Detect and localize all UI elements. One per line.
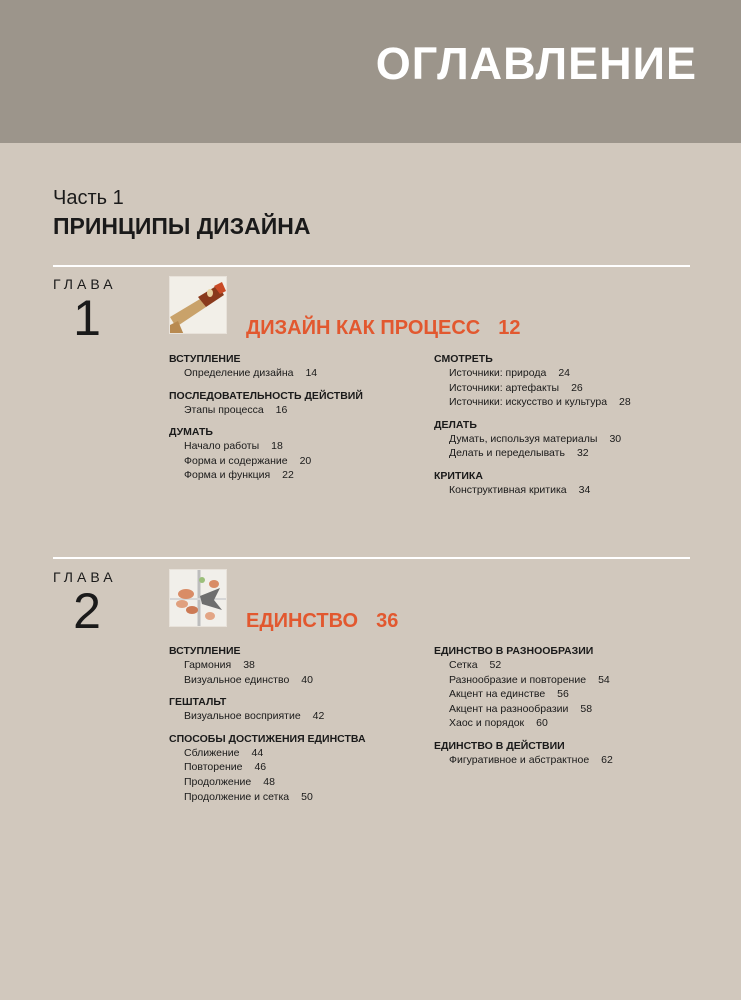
section-heading: ГЕШТАЛЬТ	[169, 696, 227, 709]
chapter-title-text: ДИЗАЙН КАК ПРОЦЕСС	[246, 317, 481, 339]
toc-entry-page: 48	[263, 775, 275, 788]
toc-entry[interactable]	[434, 446, 684, 461]
toc-entry-label: Сетка	[449, 659, 478, 671]
toc-entry-page: 58	[580, 702, 593, 715]
toc-entry-label: Фигуративное и абстрактное	[449, 753, 590, 766]
chapter-title-text: ЕДИНСТВО	[246, 610, 359, 632]
toc-entry-page: 26	[571, 381, 583, 394]
chapter-word: ГЛАВА	[53, 276, 117, 292]
toc-entry-label: Повторение	[184, 761, 243, 774]
header-band	[0, 0, 741, 143]
section-heading: ЕДИНСТВО В РАЗНООБРАЗИИ	[434, 645, 594, 657]
toc-entry-label: Начало работы	[184, 440, 260, 453]
toc-entry-label: Форма и функция	[184, 469, 271, 482]
toc-column-right	[434, 644, 684, 768]
toc-entry[interactable]	[434, 395, 684, 410]
toc-entry-page: 22	[282, 469, 294, 482]
toc-entry[interactable]	[169, 454, 419, 469]
toc-entry-page: 56	[557, 688, 569, 701]
toc-entry-page: 18	[271, 440, 283, 453]
toc-entry[interactable]	[434, 753, 684, 768]
toc-entry[interactable]	[169, 366, 419, 381]
toc-entry-page: 46	[254, 761, 267, 774]
toc-entry[interactable]	[169, 439, 419, 454]
chapter-page-number: 36	[376, 610, 399, 632]
toc-entry[interactable]	[434, 432, 684, 447]
toc-entry[interactable]	[434, 658, 684, 673]
chapter-thumbnail-image	[169, 276, 227, 334]
toc-entry[interactable]	[434, 687, 684, 702]
section-heading: КРИТИКА	[434, 469, 483, 482]
toc-entry[interactable]	[169, 790, 419, 805]
section-heading: СМОТРЕТЬ	[434, 353, 493, 365]
toc-entry[interactable]	[434, 366, 684, 381]
toc-entry-page: 44	[251, 746, 264, 759]
toc-entry-page: 52	[489, 659, 502, 671]
toc-entry-label: Акцент на единстве	[449, 688, 546, 701]
section-heading: СПОСОБЫ ДОСТИЖЕНИЯ ЕДИНСТВА	[169, 732, 366, 745]
section-heading: ВСТУПЛЕНИЕ	[169, 353, 241, 365]
toc-entry-label: Источники: артефакты	[449, 381, 560, 394]
toc-entry-page: 42	[312, 710, 325, 723]
toc-entry-label: Источники: искусство и культура	[449, 396, 608, 409]
toc-entry-page: 28	[619, 396, 631, 409]
toc-entry-page: 60	[536, 717, 548, 730]
toc-entry-label: Конструктивная критика	[449, 483, 567, 496]
toc-entry[interactable]	[169, 673, 419, 688]
toc-entry-label: Визуальное единство	[184, 673, 290, 686]
toc-entry[interactable]	[434, 702, 684, 717]
divider-rule	[53, 557, 690, 559]
toc-entry-page: 16	[275, 403, 288, 416]
toc-entry-page: 54	[598, 673, 610, 686]
toc-entry[interactable]	[434, 673, 684, 688]
toc-entry-page: 24	[558, 367, 571, 379]
toc-entry-label: Определение дизайна	[184, 367, 294, 379]
toc-entry-page: 40	[301, 673, 313, 686]
toc-entry[interactable]	[434, 716, 684, 731]
chapter-title	[246, 609, 398, 633]
chapter-number: 2	[73, 583, 101, 639]
toc-entry-label: Думать, используя материалы	[449, 432, 598, 445]
toc-entry-label: Хаос и порядок	[449, 717, 525, 730]
toc-entry[interactable]	[434, 483, 684, 498]
toc-entry-label: Сближение	[184, 746, 240, 759]
chapter-number: 1	[73, 290, 101, 346]
toc-entry-label: Делать и переделывать	[449, 447, 565, 460]
chapter-thumbnail-image	[169, 569, 227, 627]
toc-entry-page: 30	[609, 432, 622, 445]
toc-entry[interactable]	[169, 760, 419, 775]
toc-entry[interactable]	[169, 658, 419, 673]
toc-entry-label: Продолжение	[184, 775, 252, 788]
toc-column-left	[169, 352, 419, 483]
chapter-word: ГЛАВА	[53, 569, 117, 585]
page-title: ОГЛАВЛЕНИЕ	[375, 38, 697, 89]
divider-rule	[53, 265, 690, 267]
toc-entry-label: Акцент на разнообразии	[449, 702, 569, 715]
toc-entry-page: 14	[305, 367, 318, 379]
section-heading: ЕДИНСТВО В ДЕЙСТВИИ	[434, 739, 565, 752]
floral-pattern-illustration	[170, 570, 227, 627]
toc-entry[interactable]	[169, 746, 419, 761]
section-heading: ВСТУПЛЕНИЕ	[169, 645, 241, 657]
toc-entry-label: Визуальное восприятие	[184, 710, 301, 723]
toc-entry-page: 50	[301, 790, 313, 803]
chapter-page-number: 12	[498, 317, 521, 339]
toc-entry[interactable]	[169, 403, 419, 418]
toc-entry[interactable]	[169, 709, 419, 724]
toc-entry-page: 32	[576, 447, 589, 460]
toc-entry-label: Форма и содержание	[184, 454, 288, 467]
toc-entry-label: Этапы процесса	[184, 403, 264, 416]
toc-entry[interactable]	[169, 468, 419, 483]
toc-entry-label: Источники: природа	[449, 367, 547, 379]
toc-entry[interactable]	[434, 381, 684, 396]
toc-entry-page: 34	[578, 483, 591, 496]
toc-entry-label: Продолжение и сетка	[184, 790, 290, 803]
part-title: ПРИНЦИПЫ ДИЗАЙНА	[53, 213, 311, 239]
toc-column-left	[169, 644, 419, 804]
toc-entry-page: 38	[243, 659, 255, 671]
part-label: Часть 1	[53, 187, 124, 209]
section-heading: ДУМАТЬ	[169, 426, 213, 439]
toc-column-right	[434, 352, 684, 498]
toc-entry[interactable]	[169, 775, 419, 790]
bottle-pour-illustration	[170, 277, 227, 334]
section-heading: ДЕЛАТЬ	[434, 418, 477, 431]
toc-entry-label: Гармония	[184, 659, 232, 671]
toc-entry-label: Разнообразие и повторение	[449, 673, 587, 686]
chapter-title	[246, 316, 520, 340]
toc-entry-page: 20	[299, 454, 312, 467]
toc-entry-page: 62	[601, 753, 613, 766]
section-heading: ПОСЛЕДОВАТЕЛЬНОСТЬ ДЕЙСТВИЙ	[169, 389, 363, 402]
